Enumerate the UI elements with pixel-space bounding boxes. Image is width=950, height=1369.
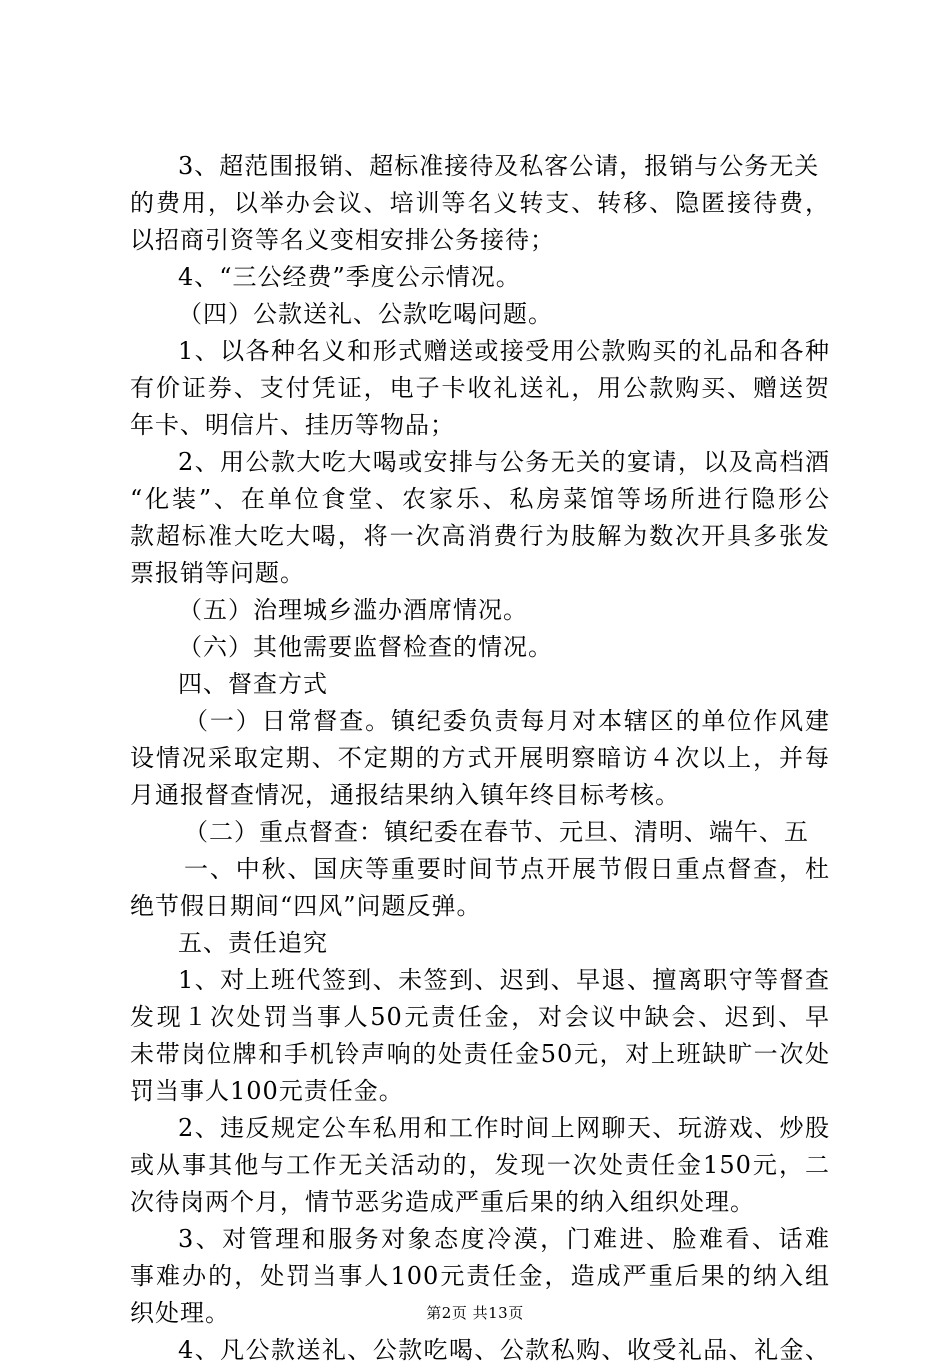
- text-line: 3、超范围报销、超标准接待及私客公请，报销与公务无关: [178, 152, 820, 180]
- text-line: 票报销等问题。: [130, 559, 305, 587]
- text-line: 4、凡公款送礼、公款吃喝、公款私购、收受礼品、礼金、: [178, 1336, 830, 1364]
- text-line: 的费用，以举办会议、培训等名义转支、转移、隐匿接待费，: [130, 189, 830, 217]
- text-line: （六）其他需要监督检查的情况。: [178, 633, 553, 661]
- text-line: 或从事其他与工作无关活动的，发现一次处责任金150元，二: [130, 1151, 830, 1179]
- text-line: 月通报督查情况，通报结果纳入镇年终目标考核。: [130, 781, 680, 809]
- text-line: 事难办的，处罚当事人100元责任金，造成严重后果的纳入组: [130, 1262, 830, 1290]
- text-line: 织处理。: [130, 1299, 230, 1327]
- text-line: 年卡、明信片、挂历等物品；: [130, 411, 455, 439]
- text-line: 次待岗两个月，情节恶劣造成严重后果的纳入组织处理。: [130, 1188, 755, 1216]
- text-line: 一、中秋、国庆等重要时间节点开展节假日重点督查，杜: [184, 855, 830, 883]
- text-line: 绝节假日期间“四风”问题反弹。: [130, 892, 482, 920]
- text-line: “化装”、在单位食堂、农家乐、私房菜馆等场所进行隐形公: [130, 485, 830, 513]
- text-line: 2、用公款大吃大喝或安排与公务无关的宴请，以及高档酒: [178, 448, 830, 476]
- text-line: 4、“三公经费”季度公示情况。: [178, 263, 521, 291]
- text-line: （五）治理城乡滥办酒席情况。: [178, 596, 528, 624]
- text-line: 款超标准大吃大喝，将一次高消费行为肢解为数次开具多张发: [130, 522, 830, 550]
- text-line: 未带岗位牌和手机铃声响的处责任金50元，对上班缺旷一次处: [130, 1040, 830, 1068]
- section-heading: 五、责任追究: [178, 929, 328, 957]
- text-line: （一）日常督查。镇纪委负责每月对本辖区的单位作风建: [184, 707, 830, 735]
- text-line: 设情况采取定期、不定期的方式开展明察暗访４次以上，并每: [130, 744, 830, 772]
- section-heading: 四、督查方式: [178, 670, 328, 698]
- text-line: （二）重点督查：镇纪委在春节、元旦、清明、端午、五: [184, 818, 809, 846]
- text-line: 1、对上班代签到、未签到、迟到、早退、擅离职守等督查: [178, 966, 830, 994]
- text-line: 罚当事人100元责任金。: [130, 1077, 404, 1105]
- text-line: 3、对管理和服务对象态度冷漠，门难进、脸难看、话难: [178, 1225, 830, 1253]
- text-line: 2、违反规定公车私用和工作时间上网聊天、玩游戏、炒股: [178, 1114, 830, 1142]
- document-body: [130, 148, 830, 1369]
- text-line: 发现１次处罚当事人50元责任金，对会议中缺会、迟到、早: [130, 1003, 830, 1031]
- text-line: 1、以各种名义和形式赠送或接受用公款购买的礼品和各种: [178, 337, 830, 365]
- text-line: 有价证券、支付凭证，电子卡收礼送礼，用公款购买、赠送贺: [130, 374, 830, 402]
- text-line: （四）公款送礼、公款吃喝问题。: [178, 300, 553, 328]
- text-line: 以招商引资等名义变相安排公务接待；: [130, 226, 555, 254]
- page-number: 第2页 共13页: [426, 1304, 524, 1322]
